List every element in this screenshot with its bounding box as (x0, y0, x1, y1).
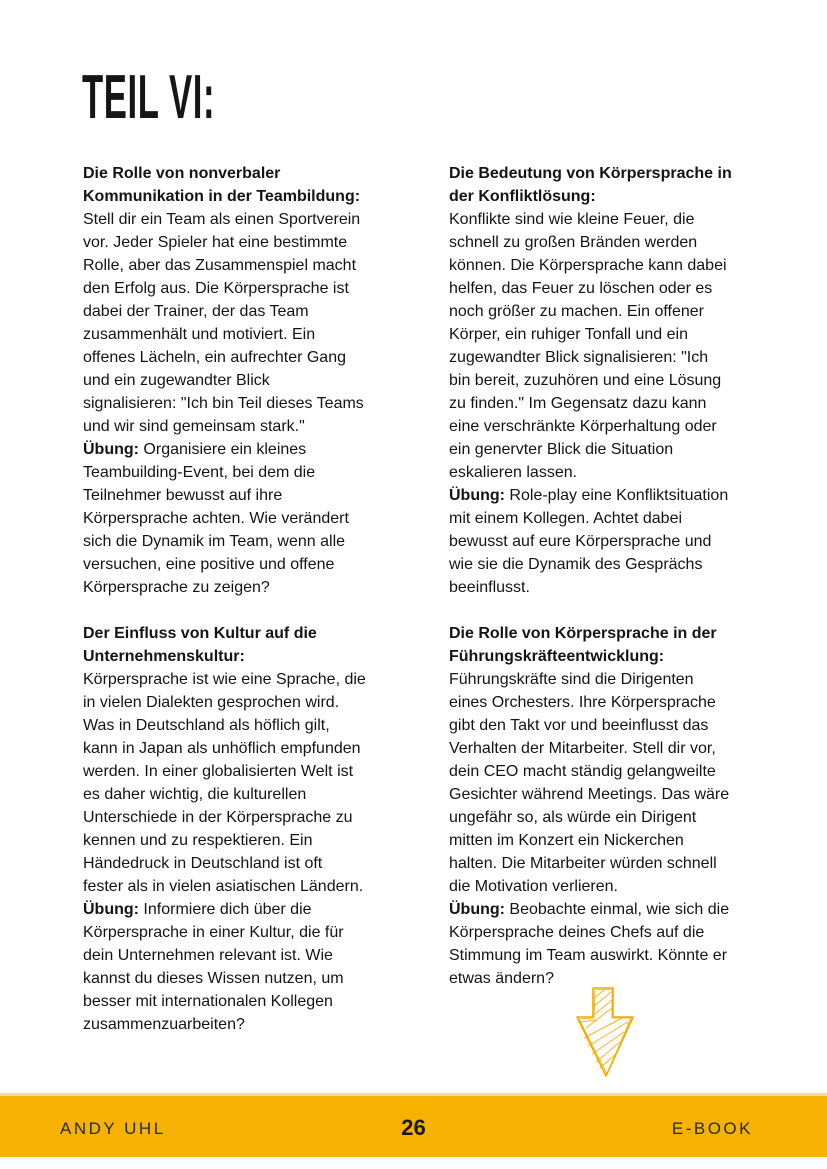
body-line: Unterschiede in der Körpersprache zu (83, 809, 353, 826)
body-line: können. Die Körpersprache kann dabei (449, 257, 727, 274)
section-heading: Kommunikation in der Teambildung: (83, 188, 361, 205)
body-line: Gesichter während Meetings. Das wäre (449, 786, 730, 803)
right-column (449, 162, 799, 1013)
exercise-line: besser mit internationalen Kollegen (83, 993, 333, 1010)
footer-bar (0, 1093, 827, 1157)
body-line: Körper, ein ruhiger Tonfall und ein (449, 326, 688, 343)
exercise-line: Körpersprache zu zeigen? (83, 579, 270, 596)
section-heading: Führungskräfteentwicklung: (449, 648, 665, 665)
exercise-line: Körpersprache in einer Kultur, die für (83, 924, 344, 941)
section-heading: Die Bedeutung von Körpersprache in (449, 165, 732, 182)
body-line: Verhalten der Mitarbeiter. Stell dir vor, (449, 740, 716, 757)
exercise-text: Organisiere ein kleines (138, 441, 307, 458)
section (449, 162, 799, 599)
section (83, 622, 433, 1036)
exercise-line (83, 898, 433, 921)
exercise-line: sich die Dynamik im Team, wenn alle (83, 533, 346, 550)
exercise-line: versuchen, eine positive und offene (83, 556, 335, 573)
exercise-line (83, 438, 433, 461)
body-line: dein CEO macht ständig gelangweilte (449, 763, 716, 780)
exercise-line (449, 898, 799, 921)
body-line: zugewandter Blick signalisieren: "Ich (449, 349, 709, 366)
body-line: gibt den Takt vor und beeinflusst das (449, 717, 709, 734)
exercise-line: Stimmung im Team auswirkt. Könnte er (449, 947, 728, 964)
body-line: Händedruck in Deutschland ist oft (83, 855, 323, 872)
body-line: dabei der Trainer, der das Team (83, 303, 309, 320)
body-line: zusammenhält und motiviert. Ein (83, 326, 316, 343)
exercise-line: etwas ändern? (449, 970, 554, 987)
body-line: Stell dir ein Team als einen Sportverein (83, 211, 361, 228)
section-heading: Die Rolle von nonverbaler (83, 165, 281, 182)
exercise-line: Teilnehmer bewusst auf ihre (83, 487, 283, 504)
body-line: und ein zugewandter Blick (83, 372, 270, 389)
body-line: in vielen Dialekten gesprochen wird. (83, 694, 340, 711)
footer-type: E-BOOK (671, 1119, 753, 1138)
exercise-label: Übung: (449, 901, 505, 918)
exercise-label: Übung: (83, 901, 139, 918)
exercise-text: Informiere dich über die (138, 901, 312, 918)
body-line: mitten im Konzert ein Nickerchen (449, 832, 684, 849)
body-line: zu finden." Im Gegensatz dazu kann (449, 395, 707, 412)
body-line: schnell zu großen Bränden werden (449, 234, 698, 251)
body-line: ungefähr so, als würde ein Dirigent (449, 809, 697, 826)
section-heading: Unternehmenskultur: (83, 648, 245, 665)
down-arrow-icon (572, 984, 644, 1080)
exercise-line: kannst du dieses Wissen nutzen, um (83, 970, 344, 987)
body-line: und wir sind gemeinsam stark." (83, 418, 305, 435)
section (83, 162, 433, 599)
body-line: Konflikte sind wie kleine Feuer, die (449, 211, 695, 228)
left-column (83, 162, 433, 1059)
exercise-text: Role-play eine Konfliktsituation (504, 487, 729, 504)
section-heading: Die Rolle von Körpersprache in der (449, 625, 717, 642)
body-line: kann in Japan als unhöflich empfunden (83, 740, 361, 757)
exercise-line: bewusst auf eure Körpersprache und (449, 533, 712, 550)
exercise-line: beeinflusst. (449, 579, 530, 596)
body-line: ein genervter Blick die Situation (449, 441, 674, 458)
exercise-label: Übung: (83, 441, 139, 458)
body-line: Was in Deutschland als höflich gilt, (83, 717, 330, 734)
body-line: bin bereit, zuzuhören und eine Lösung (449, 372, 722, 389)
exercise-line (449, 484, 799, 507)
exercise-line: Teambuilding-Event, bei dem die (83, 464, 316, 481)
body-line: die Motivation verlieren. (449, 878, 618, 895)
body-line: kennen und zu respektieren. Ein (83, 832, 313, 849)
section-heading: Der Einfluss von Kultur auf die (83, 625, 317, 642)
exercise-line: zusammenzuarbeiten? (83, 1016, 245, 1033)
page-title: TEIL VI: (82, 63, 216, 132)
body-line: halten. Die Mitarbeiter würden schnell (449, 855, 717, 872)
footer-author: ANDY UHL (60, 1119, 166, 1138)
body-line: eskalieren lassen. (449, 464, 578, 481)
exercise-line: wie sie die Dynamik des Gesprächs (449, 556, 703, 573)
body-line: fester als in vielen asiatischen Ländern. (83, 878, 364, 895)
body-line: vor. Jeder Spieler hat eine bestimmte (83, 234, 348, 251)
body-line: eines Orchesters. Ihre Körpersprache (449, 694, 716, 711)
body-line: noch größer zu machen. Ein offener (449, 303, 704, 320)
exercise-line: Körpersprache achten. Wie verändert (83, 510, 349, 527)
body-line: es daher wichtig, die kulturellen (83, 786, 307, 803)
exercise-line: mit einem Kollegen. Achtet dabei (449, 510, 683, 527)
body-line: den Erfolg aus. Die Körpersprache ist (83, 280, 349, 297)
body-line: Körpersprache ist wie eine Sprache, die (83, 671, 366, 688)
exercise-label: Übung: (449, 487, 505, 504)
body-line: eine verschränkte Körperhaltung oder (449, 418, 717, 435)
exercise-text: Beobachte einmal, wie sich die (504, 901, 730, 918)
body-line: helfen, das Feuer zu löschen oder es (449, 280, 713, 297)
exercise-line: Körpersprache deines Chefs auf die (449, 924, 705, 941)
body-line: signalisieren: "Ich bin Teil dieses Teams (83, 395, 364, 412)
body-line: Führungskräfte sind die Dirigenten (449, 671, 694, 688)
section-heading: der Konfliktlösung: (449, 188, 596, 205)
page-number: 26 (401, 1115, 426, 1140)
body-line: werden. In einer globalisierten Welt ist (83, 763, 354, 780)
body-line: Rolle, aber das Zusammenspiel macht (83, 257, 357, 274)
exercise-line: dein Unternehmen relevant ist. Wie (83, 947, 333, 964)
section (449, 622, 799, 990)
body-line: offenes Lächeln, ein aufrechter Gang (83, 349, 346, 366)
